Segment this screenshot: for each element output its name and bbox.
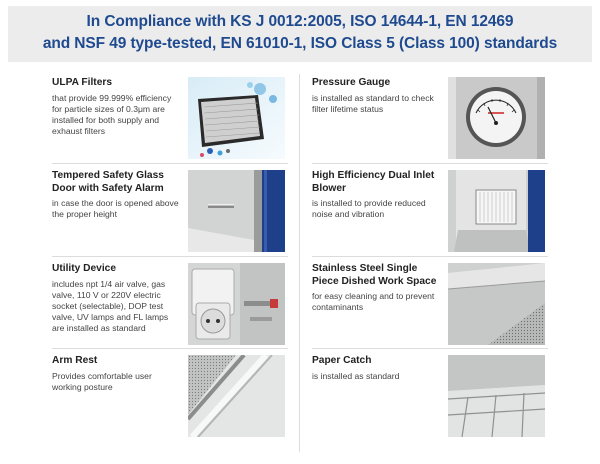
feature-safety-glass-door xyxy=(52,170,342,260)
feature-paper-catch xyxy=(312,355,600,445)
feature-title: ULPA Filters xyxy=(52,77,112,88)
arm-rest-photo xyxy=(188,355,285,437)
feature-arm-rest xyxy=(52,355,342,445)
banner-line-1: In Compliance with KS J 0012:2005, ISO 14644-1, EN 12469 xyxy=(86,13,514,30)
feature-title: Arm Rest xyxy=(52,355,98,366)
glass-door-photo xyxy=(188,170,285,252)
work-space-photo xyxy=(448,263,545,345)
feature-title: Utility Device xyxy=(52,263,116,274)
feature-stainless-work-space xyxy=(312,263,600,353)
feature-description: is installed to provide reduced noise and vibration xyxy=(312,198,426,219)
blower-photo xyxy=(448,170,545,252)
feature-description: for easy cleaning and to prevent contaminants xyxy=(312,291,435,312)
feature-description: includes npt 1/4 air valve, gas valve, 110 V or 220V electric socket (selectable), DOP test valve, UV lamps and FL lamps are installed as standard xyxy=(52,279,169,333)
banner-line-2: and NSF 49 type-tested, EN 61010-1, ISO Class 5 (Class 100) standards xyxy=(42,35,558,52)
feature-title: Tempered Safety Glass Door with Safety Alarm xyxy=(52,170,164,194)
feature-description: is installed as standard to check filter lifetime status xyxy=(312,93,434,114)
compliance-banner xyxy=(8,6,592,62)
feature-title: Pressure Gauge xyxy=(312,77,391,88)
feature-description: Provides comfortable user working posture xyxy=(52,371,152,392)
feature-dual-inlet-blower xyxy=(312,170,600,260)
paper-catch-photo xyxy=(448,355,545,437)
feature-ulpa-filters xyxy=(52,77,342,167)
feature-description: is installed as standard xyxy=(312,371,400,381)
ulpa-filter-photo xyxy=(188,77,285,159)
feature-utility-device xyxy=(52,263,342,353)
pressure-gauge-photo xyxy=(448,77,545,159)
utility-socket-photo xyxy=(188,263,285,345)
feature-description: in case the door is opened above the proper height xyxy=(52,198,179,219)
feature-title: Stainless Steel Single Piece Dished Work Space xyxy=(312,263,437,287)
feature-title: Paper Catch xyxy=(312,355,372,366)
feature-description: that provide 99.999% efficiency for particle sizes of 0.3μm are installed for both supply and exhaust filters xyxy=(52,93,172,136)
feature-title: High Efficiency Dual Inlet Blower xyxy=(312,170,435,194)
feature-pressure-gauge xyxy=(312,77,600,167)
